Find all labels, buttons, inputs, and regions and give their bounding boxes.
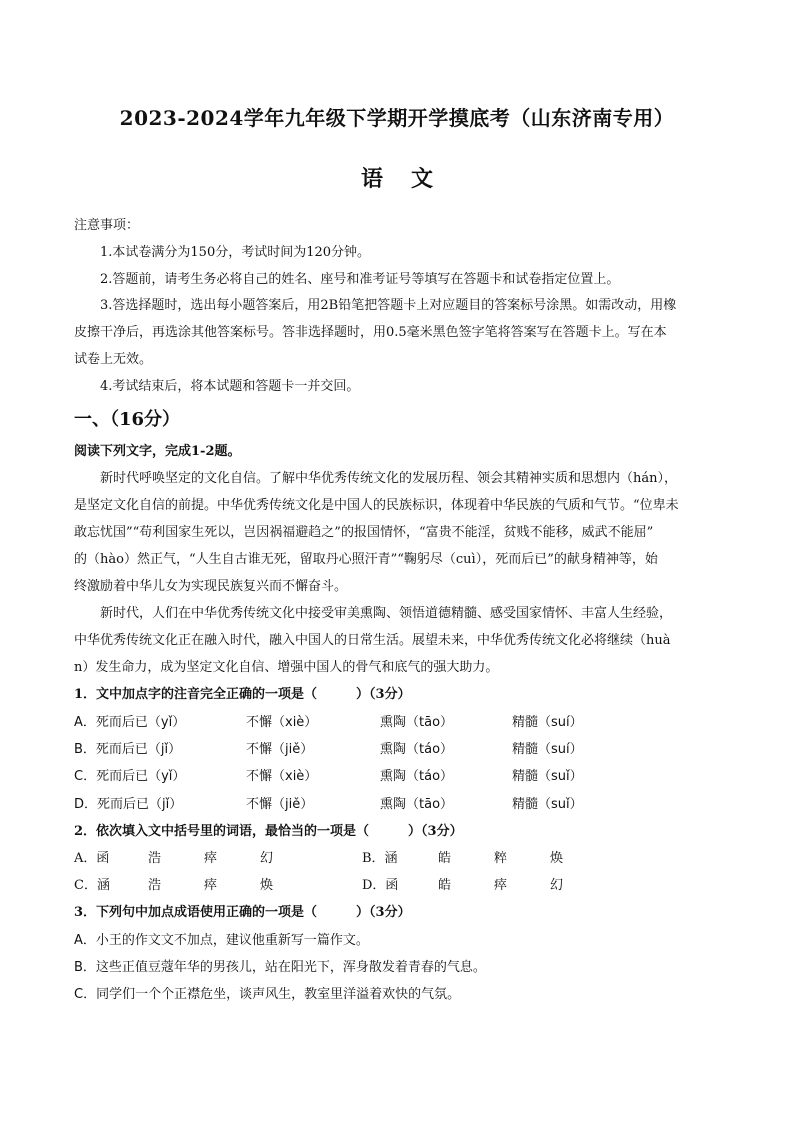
q1-option-c-3: 熏陶（táo） — [380, 769, 454, 784]
q2-option-b-2: 皓 — [438, 851, 452, 866]
q1-option-d-4: 精髓（suǐ） — [512, 797, 583, 812]
notice-item: 2.答题前，请考生务必将自己的姓名、座号和准考证号等填写在答题卡和试卷指定位置上。 — [100, 272, 620, 287]
passage-line: 新时代，人们在中华优秀传统文化中接受审美熏陶、领悟道德精髓、感受国家情怀、丰富人生经验， — [100, 606, 673, 621]
q1-option-c-1: C．死而后已（yǐ） — [74, 769, 186, 784]
q2-option-d-1: D．函 — [362, 878, 399, 893]
q2-option-b-3: 粹 — [494, 851, 508, 866]
q2-option-a-1: A．函 — [74, 851, 110, 866]
q2-option-d-3: 瘁 — [494, 878, 508, 893]
section-heading: 一、（16分） — [74, 409, 181, 430]
subject-title: 语文 — [360, 166, 461, 192]
q1-option-c-4: 精髓（suǐ） — [512, 769, 583, 784]
q1-option-a-1: A．死而后已（yǐ） — [74, 715, 186, 730]
q2-option-a-3: 瘁 — [204, 851, 218, 866]
q1-option-d-3: 熏陶（tāo） — [380, 797, 454, 812]
question-1-stem: 1．文中加点字的注音完全正确的一项是（ ）（3分） — [74, 687, 411, 702]
q3-option-c: C．同学们一个个正襟危坐，谈声风生，教室里洋溢着欢快的气氛。 — [74, 987, 461, 1002]
passage-line: 的（hào）然正气，“人生自古谁无死，留取丹心照汗青”“鞠躬尽（cuì），死而后已”的献身精神等，始 — [74, 552, 658, 567]
passage-line: 敢忘忧国”“苟利国家生死以，岂因祸福避趋之”的报国情怀，“富贵不能淫，贫贱不能移，威武不能屈” — [74, 525, 654, 540]
q1-option-c-2: 不懈（xiè） — [246, 769, 318, 784]
q1-option-a-4: 精髓（suí） — [512, 715, 583, 730]
notice-item: 3.答选择题时，选出每小题答案后，用2B铅笔把答题卡上对应题目的答案标号涂黑。如需改动，用橡 — [100, 298, 677, 313]
reading-instruction: 阅读下列文字，完成1-2题。 — [74, 444, 241, 459]
q2-option-a-2: 浩 — [148, 851, 162, 866]
q2-option-b-1: B．涵 — [362, 851, 398, 866]
q2-option-c-3: 瘁 — [204, 878, 218, 893]
passage-line: 新时代呼唤坚定的文化自信。了解中华优秀传统文化的发展历程、领会其精神实质和思想内（hán）， — [100, 471, 677, 486]
q1-option-d-1: D．死而后已（jǐ） — [74, 797, 183, 812]
question-2-stem: 2．依次填入文中括号里的词语，最恰当的一项是（ ）（3分） — [74, 824, 463, 839]
notice-heading: 注意事项： — [74, 218, 140, 233]
q2-option-d-2: 皓 — [438, 878, 452, 893]
passage-line: 中华优秀传统文化正在融入时代，融入中国人的日常生活。展望未来，中华优秀传统文化必将继续（huà — [74, 633, 671, 648]
q1-option-a-2: 不懈（xiè） — [246, 715, 318, 730]
q1-option-b-1: B．死而后已（jǐ） — [74, 742, 182, 757]
q2-option-b-4: 焕 — [550, 851, 564, 866]
q2-option-d-4: 幻 — [550, 878, 564, 893]
q2-option-c-1: C．涵 — [74, 878, 110, 893]
q1-option-b-3: 熏陶（táo） — [380, 742, 454, 757]
q2-option-a-4: 幻 — [260, 851, 274, 866]
q1-option-b-4: 精髓（suí） — [512, 742, 583, 757]
q2-option-c-2: 浩 — [148, 878, 162, 893]
notice-item: 试卷上无效。 — [74, 352, 153, 367]
q1-option-a-3: 熏陶（tāo） — [380, 715, 454, 730]
notice-item: 皮擦干净后，再选涂其他答案标号。答非选择题时，用0.5毫米黑色签字笔将答案写在答题卡上。写在本 — [74, 325, 667, 340]
q1-option-d-2: 不懈（jiě） — [246, 797, 314, 812]
passage-line: 是坚定文化自信的前提。中华优秀传统文化是中国人的民族标识，体现着中华民族的气质和气节。“位卑未 — [74, 498, 679, 513]
exam-title: 2023-2024学年九年级下学期开学摸底考（山东济南专用） — [119, 106, 675, 130]
q3-option-a: A．小王的作文文不加点，建议他重新写一篇作文。 — [74, 933, 369, 948]
question-3-stem: 3．下列句中加点成语使用正确的一项是（ ）（3分） — [74, 905, 411, 920]
passage-line: 终激励着中华儿女为实现民族复兴而不懈奋斗。 — [74, 579, 348, 594]
notice-item: 1.本试卷满分为150分，考试时间为120分钟。 — [100, 245, 371, 260]
q1-option-b-2: 不懈（jiě） — [246, 742, 314, 757]
q2-option-c-4: 焕 — [260, 878, 274, 893]
q3-option-b: B．这些正值豆蔻年华的男孩儿，站在阳光下，浑身散发着青春的气息。 — [74, 960, 486, 975]
passage-line: n）发生命力，成为坚定文化自信、增强中国人的骨气和底气的强大助力。 — [74, 660, 499, 675]
notice-item: 4.考试结束后，将本试题和答题卡一并交回。 — [100, 379, 360, 394]
